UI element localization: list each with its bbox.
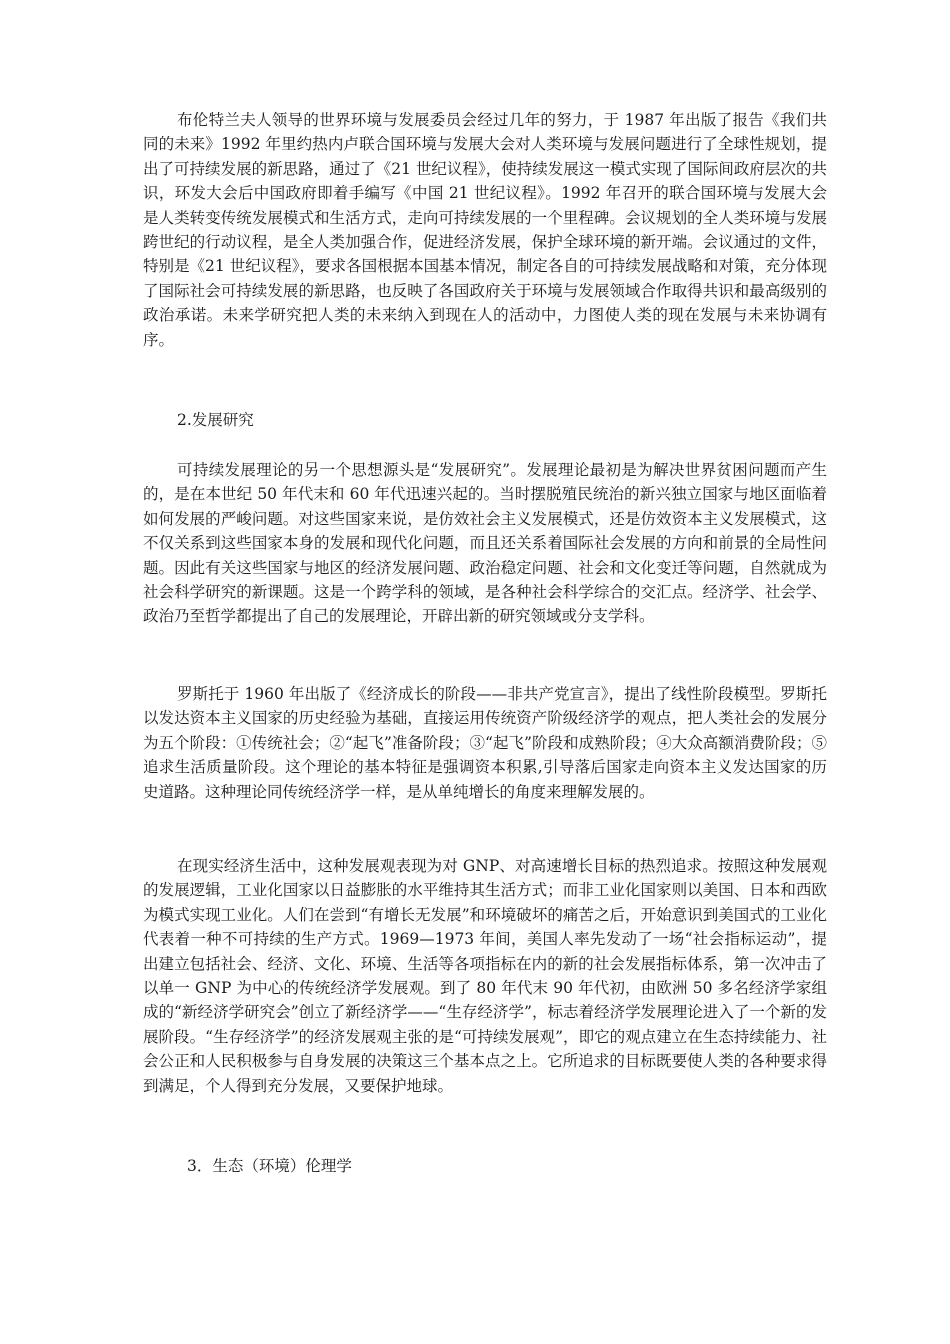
section-heading-development-research: 2.发展研究	[177, 411, 254, 429]
paragraph-new-economics: 在现实经济生活中，这种发展观表现为对 GNP、对高速增长目标的热烈追求。按照这种发展观的发展逻辑，工业化国家以日益膨胀的水平维持其生活方式；而非工业化国家则以美国、日本和西欧为模式实现工业化。人们在尝到“有增长无发展”和环境破坏的痛苦之后，开始意识到美国式的工业化代表着一种不可持续的生产方式。1969—1973 年间，美国人率先发动了一场“社会指标运动”，提出建立包括社会、经济、文化、环境、生活等各项指标在内的新的社会发展指标体系，第一次冲击了以单一 GNP 为中心的传统经济学发展观。到了 80 年代末 90 年代初，由欧洲 50 多名经济学家组成的“新经济学研究会”创立了新经济学——“生存经济学”，标志着经济学发展理论进入了一个新的发展阶段。“生存经济学”的经济发展观主张的是“可持续发展观”，即它的观点建立在生态持续能力、社会公正和人民积极参与自身发展的决策这三个基本点之上。它所追求的目标既要使人类的各种要求得到满足，个人得到充分发展，又要保护地球。	[143, 857, 827, 1095]
section-heading-ecological-ethics: 3．生态（环境）伦理学	[187, 1157, 352, 1175]
paragraph-rostow-stages: 罗斯托于 1960 年出版了《经济成长的阶段——非共产党宣言》，提出了线性阶段模型。罗斯托以发达资本主义国家的历史经验为基础，直接运用传统资产阶级经济学的观点，把人类社会的发展分为五个阶段：①传统社会；②“起飞”准备阶段；③“起飞”阶段和成熟阶段；④大众高额消费阶段；⑤追求生活质量阶段。这个理论的基本特征是强调资本积累,引导落后国家走向资本主义发达国家的历史道路。这种理论同传统经济学一样，是从单纯增长的角度来理解发展的。	[143, 685, 827, 801]
paragraph-development-theory: 可持续发展理论的另一个思想源头是“发展研究”。发展理论最初是为解决世界贫困问题而产生的，是在本世纪 50 年代末和 60 年代迅速兴起的。当时摆脱殖民统治的新兴独立国家与地区面临着如何发展的严峻问题。对这些国家来说，是仿效社会主义发展模式，还是仿效资本主义发展模式，这不仅关系到这些国家本身的发展和现代化问题，而且还关系着国际社会发展的方向和前景的全局性问题。因此有关这些国家与地区的经济发展问题、政治稳定问题、社会和文化变迁等问题，自然就成为社会科学研究的新课题。这是一个跨学科的领域，是各种社会科学综合的交汇点。经济学、社会学、政治乃至哲学都提出了自己的发展理论，开辟出新的研究领域或分支学科。	[143, 461, 827, 626]
paragraph-future-studies: 布伦特兰夫人领导的世界环境与发展委员会经过几年的努力，于 1987 年出版了报告《我们共同的未来》1992 年里约热内卢联合国环境与发展大会对人类环境与发展问题进行了全球性规划，提出了可持续发展的新思路，通过了《21 世纪议程》，使持续发展这一模式实现了国际间政府层次的共识，环发大会后中国政府即着手编写《中国 21 世纪议程》。1992 年召开的联合国环境与发展大会是人类转变传统发展模式和生活方式，走向可持续发展的一个里程碑。会议规划的全人类环境与发展跨世纪的行动议程，是全人类加强合作，促进经济发展，保护全球环境的新开端。会议通过的文件，特别是《21 世纪议程》，要求各国根据本国基本情况，制定各自的可持续发展战略和对策，充分体现了国际社会可持续发展的新思路，也反映了各国政府关于环境与发展领域合作取得共识和最高级别的政治承诺。未来学研究把人类的未来纳入到现在人的活动中，力图使人类的现在发展与未来协调有序。	[143, 111, 827, 349]
